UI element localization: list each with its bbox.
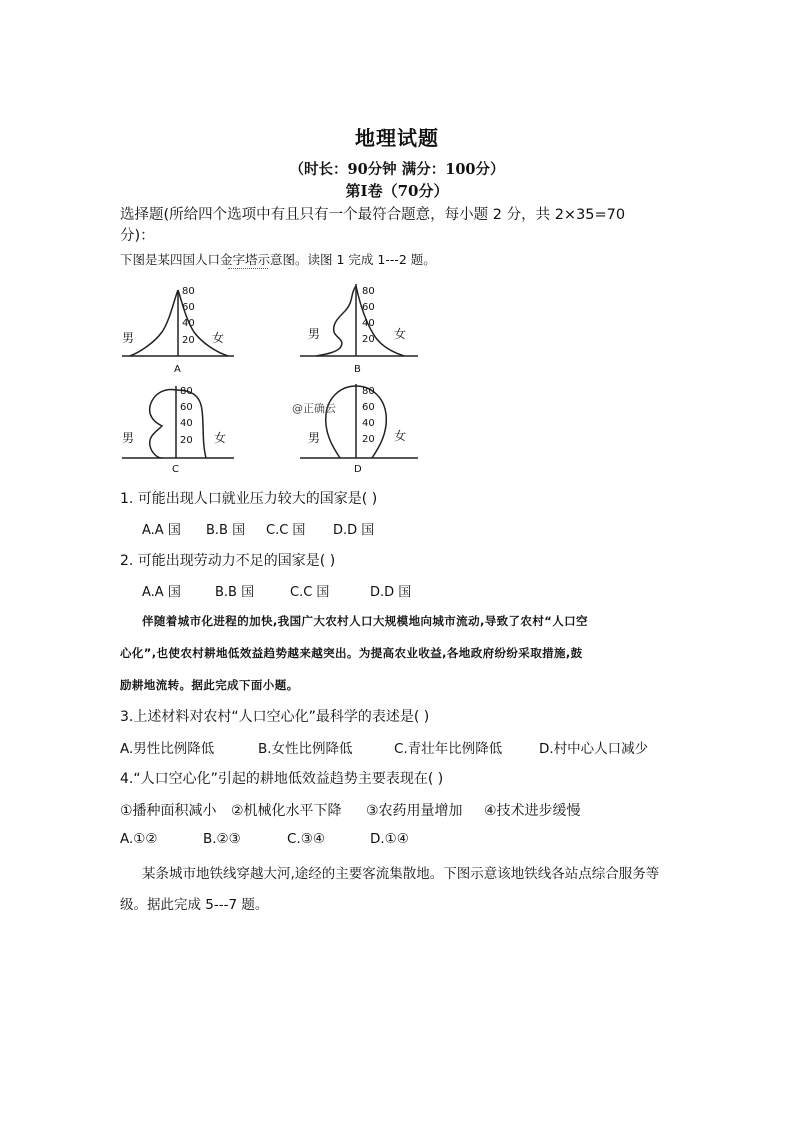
page-title: 地理试题 bbox=[355, 126, 439, 150]
pyramid-c bbox=[122, 386, 234, 458]
pyramid-c-male: 男 bbox=[122, 431, 135, 445]
pyramid-d-tick-80: 80 bbox=[362, 386, 375, 397]
q3-option-d: D.村中心人口减少 bbox=[539, 741, 649, 757]
pyramid-d-male: 男 bbox=[308, 431, 321, 445]
q1-option-c: C.C 国 bbox=[266, 523, 306, 538]
population-pyramids-figure bbox=[118, 280, 438, 476]
passage2-line2: 级。据此完成 5---7 题。 bbox=[120, 897, 269, 913]
pyramid-b bbox=[300, 284, 418, 356]
passage1-line2: 心化”,也使农村耕地低效益趋势越来越突出。为提高农业收益,各地政府纷纷采取措施,鼓 bbox=[120, 646, 583, 660]
q4-option-d: D.①④ bbox=[370, 831, 409, 847]
q1-option-b: B.B 国 bbox=[206, 523, 246, 538]
q3-option-a: A.男性比例降低 bbox=[120, 741, 215, 757]
figure-intro: 下图是某四国人口金字塔示意图。读图 1 完成 1---2 题。 bbox=[120, 252, 436, 267]
instructions-line2: 分)： bbox=[120, 228, 155, 244]
pyramid-b-male: 男 bbox=[308, 327, 321, 341]
pyramid-a-tick-40: 40 bbox=[182, 318, 195, 329]
pyramid-d-tick-40: 40 bbox=[362, 418, 375, 429]
pyramid-b-tick-20: 20 bbox=[362, 334, 375, 345]
pyramid-a bbox=[122, 290, 234, 356]
pyramid-d-tick-20: 20 bbox=[362, 434, 375, 445]
pyramid-b-tick-80: 80 bbox=[362, 286, 375, 297]
q2-option-b: B.B 国 bbox=[215, 585, 255, 600]
pyramid-c-tick-40: 40 bbox=[180, 418, 193, 429]
q4-option-a: A.①② bbox=[120, 831, 158, 847]
pyramid-b-female: 女 bbox=[394, 327, 407, 341]
pyramid-c-female: 女 bbox=[214, 431, 227, 445]
pyramid-d-female: 女 bbox=[394, 429, 407, 443]
q1-option-d: D.D 国 bbox=[333, 523, 375, 538]
pyramid-d-label: D bbox=[354, 464, 362, 475]
passage2-line1: 某条城市地铁线穿越大河,途经的主要客流集散地。下图示意该地铁线各站点综合服务等 bbox=[142, 866, 660, 882]
q4-option-c: C.③④ bbox=[287, 831, 325, 847]
q2-option-d: D.D 国 bbox=[370, 585, 412, 600]
passage1-line1: 伴随着城市化进程的加快,我国广大农村人口大规模地向城市流动,导致了农村“人口空 bbox=[142, 614, 588, 628]
passage1-line3: 励耕地流转。据此完成下面小题。 bbox=[120, 678, 299, 692]
pyramid-c-tick-80: 80 bbox=[180, 386, 193, 397]
pyramid-d-ticks bbox=[308, 386, 406, 475]
pyramid-b-tick-60: 60 bbox=[362, 302, 375, 313]
watermark-text: @正确云 bbox=[292, 402, 336, 415]
exam-duration-score: （时长：90分钟 满分：100分） bbox=[289, 161, 505, 178]
pyramid-a-male: 男 bbox=[122, 331, 135, 345]
pyramid-a-ticks bbox=[122, 286, 224, 375]
pyramid-a-female: 女 bbox=[212, 331, 225, 345]
q4-item-2: ②机械化水平下降 bbox=[231, 803, 342, 819]
instructions-line1: 选择题(所给四个选项中有且只有一个最符合题意，每小题 2 分，共 2×35=70 bbox=[120, 207, 626, 223]
q4-item-3: ③农药用量增加 bbox=[366, 803, 463, 819]
q4-item-4: ④技术进步缓慢 bbox=[484, 803, 581, 819]
pyramid-c-tick-60: 60 bbox=[180, 402, 193, 413]
pyramid-a-tick-20: 20 bbox=[182, 335, 195, 346]
pyramid-a-tick-60: 60 bbox=[182, 302, 195, 313]
q4-stem: 4.“人口空心化”引起的耕地低效益趋势主要表现在( ) bbox=[120, 771, 444, 787]
pyramid-c-tick-20: 20 bbox=[180, 435, 193, 446]
q3-stem: 3.上述材料对农村“人口空心化”最科学的表述是( ) bbox=[120, 709, 430, 725]
pyramid-d bbox=[300, 384, 418, 458]
pyramid-d-tick-60: 60 bbox=[362, 402, 375, 413]
pyramid-b-label: B bbox=[354, 364, 361, 375]
pyramid-a-tick-80: 80 bbox=[182, 286, 195, 297]
pyramid-c-label: C bbox=[172, 464, 179, 475]
q2-option-c: C.C 国 bbox=[290, 585, 330, 600]
volume-heading: 第Ⅰ卷（70分） bbox=[345, 182, 449, 200]
q2-stem: 2. 可能出现劳动力不足的国家是( ) bbox=[120, 553, 336, 569]
pyramid-a-label: A bbox=[174, 364, 181, 375]
pyramid-b-ticks bbox=[308, 286, 406, 375]
q1-stem: 1. 可能出现人口就业压力较大的国家是( ) bbox=[120, 491, 378, 507]
pyramid-b-tick-40: 40 bbox=[362, 318, 375, 329]
dotted-mark bbox=[228, 268, 268, 269]
q2-option-a: A.A 国 bbox=[142, 585, 181, 600]
q3-option-c: C.青壮年比例降低 bbox=[394, 741, 503, 757]
q1-option-a: A.A 国 bbox=[142, 523, 181, 538]
q4-item-1: ①播种面积减小 bbox=[120, 803, 217, 819]
pyramid-c-ticks bbox=[122, 386, 226, 475]
q3-option-b: B.女性比例降低 bbox=[258, 741, 353, 757]
q4-option-b: B.②③ bbox=[203, 831, 241, 847]
